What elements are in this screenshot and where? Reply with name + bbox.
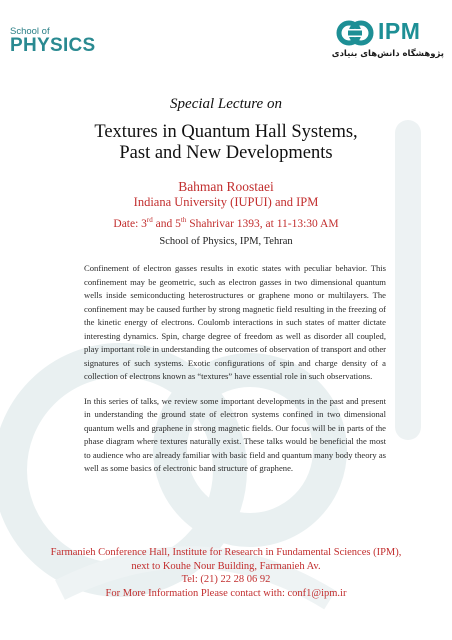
footer-address: next to Kouhe Nour Building, Farmanieh Av.: [131, 560, 321, 572]
school-of-physics-logo: [10, 26, 150, 66]
ipm-logo: [331, 18, 444, 66]
lecture-title-line2: Past and New Developments: [119, 143, 333, 163]
lecture-title: [0, 122, 452, 164]
lecture-venue: School of Physics, IPM, Tehran: [159, 235, 293, 247]
speaker-affiliation: Indiana University (IUPUI) and IPM: [133, 195, 319, 209]
date-prefix: Date: 3: [113, 217, 147, 230]
ipm-logo-farsi-text: پژوهشگاه دانش‌های بنیادی: [331, 49, 444, 59]
school-logo-small-text: School of: [10, 26, 50, 37]
ipm-emblem-icon: [336, 20, 374, 46]
speaker-name: Bahman Roostaei: [178, 179, 274, 194]
footer-location: Farmanieh Conference Hall, Institute for Research in Fundamental Sciences (IPM),: [50, 547, 402, 558]
lecture-header: [0, 96, 452, 248]
date-mid: and 5: [152, 217, 181, 230]
lecture-date: [0, 213, 452, 231]
date-rest: Shahrivar 1393, at 11-13:30 AM: [186, 217, 339, 230]
ipm-logo-text: IPM: [378, 18, 421, 44]
abstract-paragraph-1: Confinement of electron gasses results in exotic states with peculiar behavior. This confinement may be geometric, such as electron gasses in two dimensional quantum wells inside semiconducting heterostructures or graphene mono or multilayers. The confinement may be caused further by strong magnetic field resulting in the freezing of the kinetic energy of electrons. Coulomb interactions in such states of matter dictate interesting dynamics. Spin, charge degree of freedom as well as disorder all coupled, play important role in understanding the outcomes of observation of transport and other signatures of such systems. Exotic configurations of spin and charge density of a collection of electrons known as “textures” have essential role in such observations.: [84, 263, 386, 381]
lecture-title-line1: Textures in Quantum Hall Systems,: [94, 122, 358, 142]
footer-phone: Tel: (21) 22 28 06 92: [181, 574, 271, 585]
date-ordinal-1: rd: [146, 216, 153, 224]
date-ordinal-2: th: [180, 216, 187, 224]
footer-email: For More Information Please contact with: conf1@ipm.ir: [105, 587, 347, 599]
footer-contact: [0, 546, 452, 600]
school-logo-big-text: PHYSICS: [10, 35, 96, 56]
abstract: [84, 262, 386, 476]
abstract-paragraph-2: In this series of talks, we review some important developments in the past and present in understanding the ground state of electron systems confined in two dimensional quantum wells and graphene in strong magnetic fields. Our focus will be in parts of the phase diagram where textures naturally exist. These talks would be beneficial the most to audience who are already familiar with basic field and quantum many body theory as well as some basics of electronic band structure of graphene.: [84, 395, 386, 473]
lecture-type: Special Lecture on: [170, 96, 282, 112]
